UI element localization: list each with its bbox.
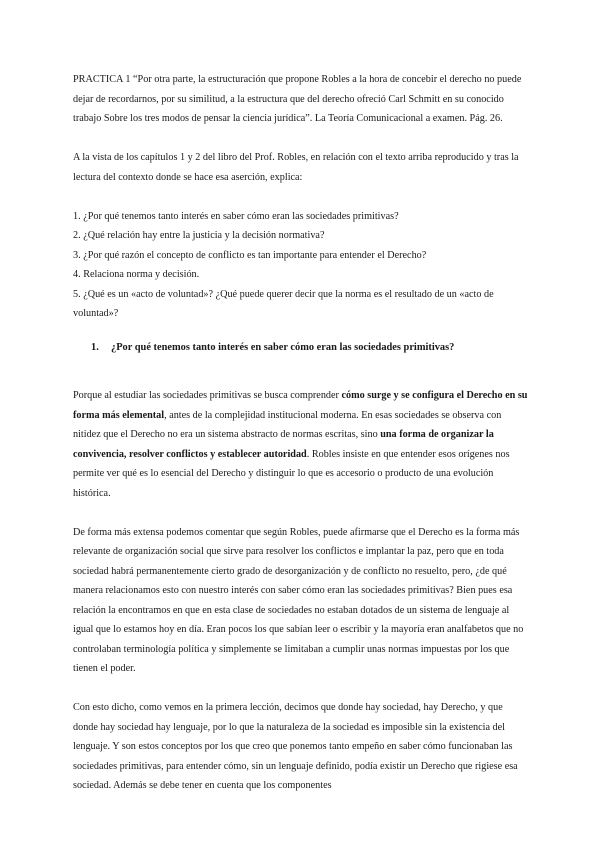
- answer-paragraph-1: [73, 386, 528, 503]
- question-item: 3. ¿Por qué razón el concepto de conflicto es tan importante para entender el Derecho?: [73, 249, 427, 261]
- question-item: 5. ¿Qué es un «acto de voluntad»? ¿Qué puede querer decir que la norma es el resultado de un «acto de voluntad»?: [73, 288, 494, 319]
- section-title: ¿Por qué tenemos tanto interés en saber cómo eran las sociedades primitivas?: [111, 341, 455, 353]
- text-run: Porque al estudiar las sociedades primitivas se busca comprender: [73, 390, 342, 401]
- answer-paragraph-2: De forma más extensa podemos comentar que según Robles, puede afirmarse que el Derecho es la forma más relevante de organización social que sirve para resolver los conflictos e implantar la paz, pero que en toda sociedad habrá permanentemente cierto grado de desorganización y de conflicto no resuelto, pero, ¿de qué manera relacionamos esto con nuestro interés con saber cómo eran las sociedades primitivas? Bien pues esa relación la encontramos en que en esta clase de sociedades no estaban dotados de un sistema de lenguaje al igual que lo estamos hoy en día. Eran pocos los que sabían leer o escribir y la mayoría eran analfabetos que no controlaban terminología política y simplemente se limitaban a cumplir unas normas impuestas por los que tienen el poder.: [73, 526, 524, 674]
- question-list: [73, 207, 528, 324]
- bold-text: una forma de organizar la convivencia, resolver conflictos y establecer autoridad: [73, 429, 494, 460]
- answer-paragraph-3: Con esto dicho, como vemos en la primera lección, decimos que donde hay sociedad, hay Derecho, y que donde hay sociedad hay lenguaje, por lo que la naturaleza de la sociedad es imposible sin la existencia del lenguaje. Y son estos conceptos por los que creo que ponemos tanto empeño en saber cómo funcionaban las sociedades primitivas, para entender cómo, sin un lenguaje definido, podía existir un Derecho que rigiese esa sociedad. Además se debe tener en cuenta que los componentes: [73, 702, 518, 791]
- text-run: . Robles insiste en que entender esos orígenes nos permite ver qué es lo esencial del Derecho y distinguir lo que es accesorio o producto de una evolución histórica.: [73, 448, 510, 499]
- question-item: 2. ¿Qué relación hay entre la justicia y la decisión normativa?: [73, 230, 325, 241]
- bold-text: cómo surge y se configura el Derecho en su forma más elemental: [73, 390, 528, 421]
- section-number: 1.: [91, 341, 99, 353]
- question-item: 4. Relaciona norma y decisión.: [73, 269, 200, 280]
- lead-paragraph: A la vista de los capítulos 1 y 2 del libro del Prof. Robles, en relación con el texto arriba reproducido y tras la lectura del contexto donde se hace esa aserción, explica:: [73, 152, 519, 183]
- text-run: , antes de la complejidad institucional moderna. En esas sociedades se observa con nitidez que el Derecho no era un sistema abstracto de normas escritas, sino: [73, 409, 502, 440]
- intro-paragraph: PRACTICA 1 “Por otra parte, la estructuración que propone Robles a la hora de concebir el derecho no puede dejar de recordarnos, por su similitud, a la estructura que del derecho ofreció Carl Schmitt en su conocido trabajo Sobre los tres modos de pensar la ciencia jurídica”. La Teoría Comunicacional a examen. Pág. 26.: [73, 74, 522, 124]
- section-heading: [73, 338, 528, 358]
- document-page: [73, 70, 528, 815]
- question-item: 1. ¿Por qué tenemos tanto interés en saber cómo eran las sociedades primitivas?: [73, 210, 399, 222]
